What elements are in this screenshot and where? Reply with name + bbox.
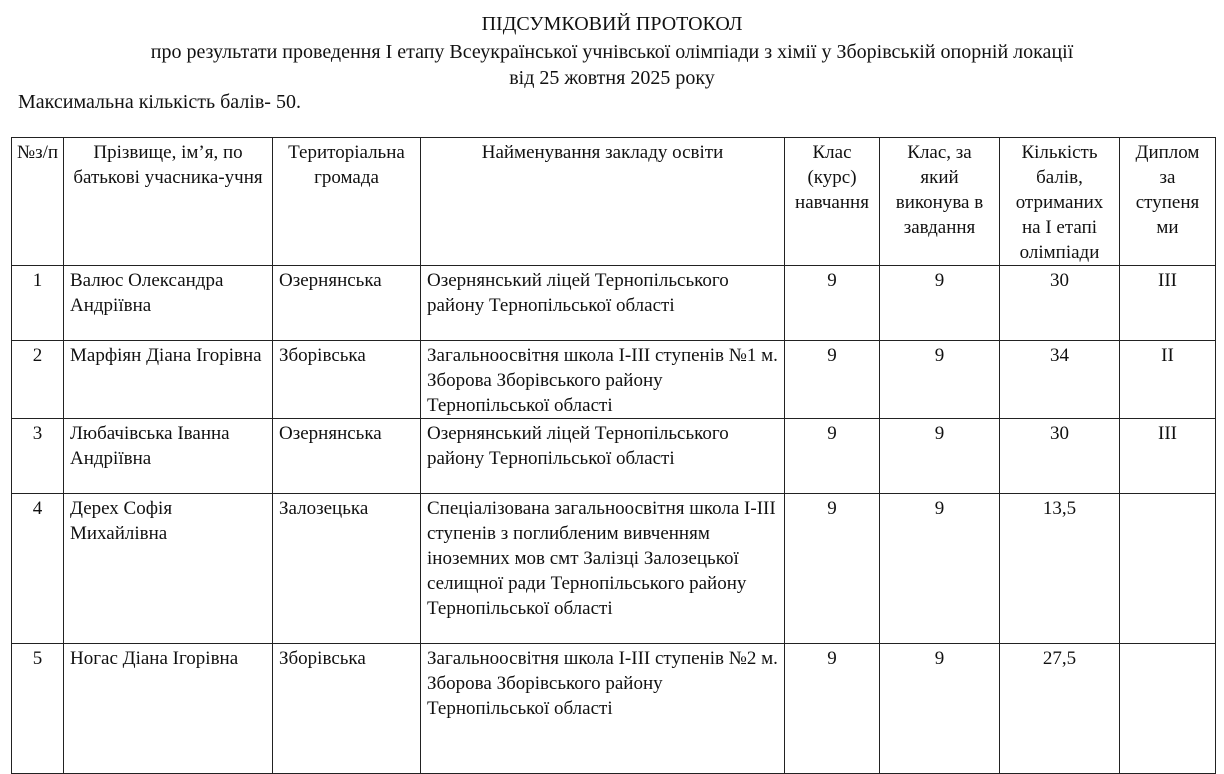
column-header-number: №з/п bbox=[12, 138, 64, 266]
cell-diploma: ІІІ bbox=[1120, 266, 1216, 341]
cell-points: 30 bbox=[1000, 419, 1120, 494]
column-header-diploma: Диплом за ступеня ми bbox=[1120, 138, 1216, 266]
document-title: ПІДСУМКОВИЙ ПРОТОКОЛ bbox=[481, 13, 743, 35]
cell-name: Марфіян Діана Ігорівна bbox=[64, 341, 273, 419]
cell-number: 4 bbox=[12, 494, 64, 644]
cell-grade: 9 bbox=[785, 341, 880, 419]
cell-number: 2 bbox=[12, 341, 64, 419]
table-row bbox=[12, 644, 1216, 774]
cell-name: Дерех Софія Михайлівна bbox=[64, 494, 273, 644]
cell-school: Спеціалізована загальноосвітня школа І-ІІІ ступенів з поглибленим вивченням іноземних мов смт Залізці Залозецької селищної ради Тернопільського району Тернопільської області bbox=[421, 494, 785, 644]
cell-name: Ногас Діана Ігорівна bbox=[64, 644, 273, 774]
cell-number: 5 bbox=[12, 644, 64, 774]
cell-diploma: ІІ bbox=[1120, 341, 1216, 419]
table-row bbox=[12, 266, 1216, 341]
cell-grade: 9 bbox=[785, 266, 880, 341]
cell-name: Любачівська Іванна Андріївна bbox=[64, 419, 273, 494]
cell-school: Загальноосвітня школа І-ІІІ ступенів №2 м. Зборова Зборівського району Тернопільської області bbox=[421, 644, 785, 774]
results-table bbox=[11, 137, 1216, 774]
cell-grade-done: 9 bbox=[880, 341, 1000, 419]
cell-number: 3 bbox=[12, 419, 64, 494]
max-points-note: Максимальна кількість балів- 50. bbox=[18, 91, 301, 113]
cell-diploma: ІІІ bbox=[1120, 419, 1216, 494]
cell-grade-done: 9 bbox=[880, 644, 1000, 774]
column-header-name: Прізвище, ім’я, по батькові учасника-учня bbox=[64, 138, 273, 266]
cell-grade-done: 9 bbox=[880, 494, 1000, 644]
cell-points: 27,5 bbox=[1000, 644, 1120, 774]
cell-grade: 9 bbox=[785, 494, 880, 644]
cell-grade-done: 9 bbox=[880, 266, 1000, 341]
cell-school: Загальноосвітня школа І-ІІІ ступенів №1 м. Зборова Зборівського району Тернопільської області bbox=[421, 341, 785, 419]
document-subtitle: про результати проведення І етапу Всеукраїнської учнівської олімпіади з хімії у Зборівській опорній локації bbox=[150, 41, 1074, 63]
cell-school: Озернянський ліцей Тернопільського району Тернопільської області bbox=[421, 266, 785, 341]
cell-community: Зборівська bbox=[273, 644, 421, 774]
table-row bbox=[12, 419, 1216, 494]
table-header-row bbox=[12, 138, 1216, 266]
cell-name: Валюс Олександра Андріївна bbox=[64, 266, 273, 341]
cell-number: 1 bbox=[12, 266, 64, 341]
cell-school: Озернянський ліцей Тернопільського району Тернопільської області bbox=[421, 419, 785, 494]
cell-community: Озернянська bbox=[273, 266, 421, 341]
cell-community: Озернянська bbox=[273, 419, 421, 494]
table-row bbox=[12, 494, 1216, 644]
cell-diploma bbox=[1120, 494, 1216, 644]
column-header-points: Кількість балів, отриманих на І етапі олімпіади bbox=[1000, 138, 1120, 266]
cell-community: Залозецька bbox=[273, 494, 421, 644]
cell-points: 30 bbox=[1000, 266, 1120, 341]
cell-grade-done: 9 bbox=[880, 419, 1000, 494]
cell-grade: 9 bbox=[785, 419, 880, 494]
column-header-grade: Клас (курс) навчання bbox=[785, 138, 880, 266]
cell-points: 34 bbox=[1000, 341, 1120, 419]
cell-grade: 9 bbox=[785, 644, 880, 774]
column-header-school: Найменування закладу освіти bbox=[421, 138, 785, 266]
cell-points: 13,5 bbox=[1000, 494, 1120, 644]
column-header-grade-done: Клас, за який виконува в завдання bbox=[880, 138, 1000, 266]
table-row bbox=[12, 341, 1216, 419]
cell-diploma bbox=[1120, 644, 1216, 774]
column-header-community: Територіальна громада bbox=[273, 138, 421, 266]
cell-community: Зборівська bbox=[273, 341, 421, 419]
document-date: від 25 жовтня 2025 року bbox=[509, 67, 715, 89]
